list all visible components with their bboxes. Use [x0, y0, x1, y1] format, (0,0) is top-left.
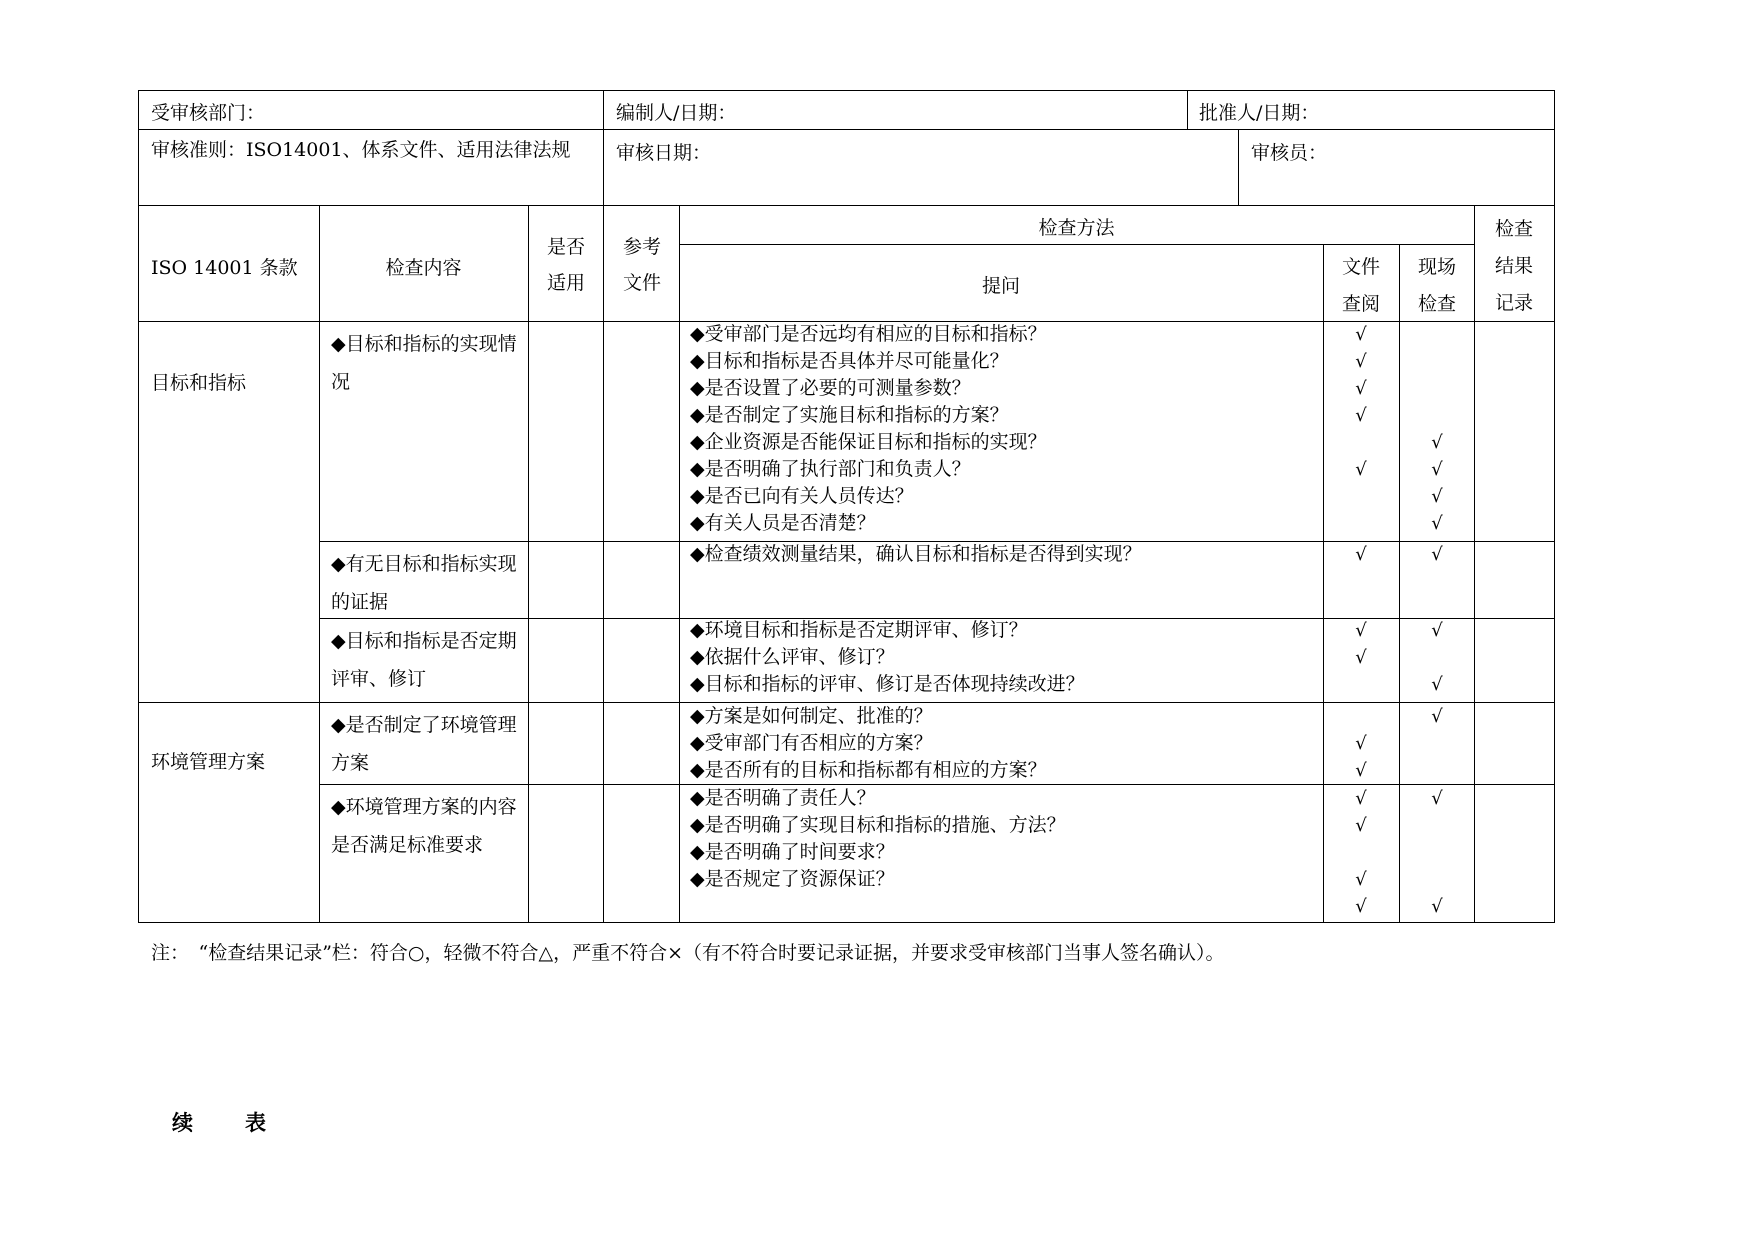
doc-check-mark: √: [1355, 760, 1367, 781]
question-text: ◆是否明确了执行部门和负责人？: [690, 458, 971, 480]
doc-check-mark: √: [1355, 405, 1367, 426]
col-result: 检查结果记录: [1494, 218, 1533, 314]
col-method: 检查方法: [1038, 217, 1115, 239]
content-item: ◆有无目标和指标实现的证据: [331, 553, 517, 613]
doc-check-mark: √: [1355, 896, 1367, 917]
site-check-mark: √: [1431, 620, 1443, 641]
site-check-mark: √: [1431, 706, 1443, 727]
doc-check-mark: √: [1355, 544, 1367, 565]
col-doc-review: 文件查阅: [1341, 256, 1380, 315]
doc-check-mark: √: [1355, 459, 1367, 480]
content-item: ◆环境管理方案的内容是否满足标准要求: [331, 796, 517, 856]
question-text: ◆依据什么评审、修订？: [690, 646, 895, 668]
dept-label: 受审核部门：: [151, 102, 266, 124]
question-text: ◆有关人员是否清楚？: [690, 512, 876, 534]
prepared-by-label: 编制人/日期：: [616, 102, 737, 124]
doc-check-mark: √: [1355, 620, 1367, 641]
doc-check-mark: √: [1355, 733, 1367, 754]
col-question: 提问: [981, 275, 1020, 297]
doc-check-mark: √: [1355, 351, 1367, 372]
site-check-mark: √: [1431, 513, 1443, 534]
doc-check-mark: √: [1355, 788, 1367, 809]
site-check-mark: √: [1431, 432, 1443, 453]
question-text: ◆是否已向有关人员传达？: [690, 485, 914, 507]
approved-by-label: 批准人/日期：: [1199, 102, 1320, 124]
doc-check-mark: √: [1355, 324, 1367, 345]
doc-check-mark: √: [1355, 647, 1367, 668]
legend-note: 注： “检查结果记录”栏：符合○，轻微不符合△，严重不符合×（有不符合时要记录证据，并要求受审核部门当事人签名确认）。: [151, 942, 1225, 964]
question-text: ◆受审部门是否远均有相应的目标和指标？: [690, 323, 1047, 345]
content-item: ◆是否制定了环境管理方案: [331, 714, 517, 774]
site-check-mark: √: [1431, 896, 1443, 917]
site-check-mark: √: [1431, 459, 1443, 480]
question-text: ◆是否制定了实施目标和指标的方案？: [690, 404, 1009, 426]
content-item: ◆目标和指标的实现情况: [331, 333, 517, 393]
question-text: ◆方案是如何制定、批准的？: [690, 705, 933, 727]
question-text: ◆目标和指标是否具体并尽可能量化？: [690, 350, 1009, 372]
continued-heading: 续表: [172, 1111, 318, 1135]
question-text: ◆是否所有的目标和指标都有相应的方案？: [690, 759, 1047, 781]
col-reference: 参考文件: [622, 236, 661, 294]
content-item: ◆目标和指标是否定期评审、修订: [331, 630, 517, 690]
question-text: ◆检查绩效测量结果，确认目标和指标是否得到实现？: [690, 543, 1142, 565]
doc-check-mark: √: [1355, 815, 1367, 836]
doc-check-mark: √: [1355, 378, 1367, 399]
question-text: ◆是否明确了实现目标和指标的措施、方法？: [690, 814, 1066, 836]
question-text: ◆环境目标和指标是否定期评审、修订？: [690, 619, 1028, 641]
col-clause: ISO 14001 条款: [151, 257, 298, 279]
audit-criteria-label: 审核准则：ISO14001、体系文件、适用法律法规: [151, 139, 571, 161]
question-text: ◆是否设置了必要的可测量参数？: [690, 377, 971, 399]
col-content: 检查内容: [385, 257, 462, 279]
clause-objectives: 目标和指标: [151, 372, 247, 394]
question-text: ◆目标和指标的评审、修订是否体现持续改进？: [690, 673, 1085, 695]
question-text: ◆是否明确了责任人？: [690, 787, 876, 809]
audit-date-label: 审核日期：: [616, 142, 712, 164]
question-text: ◆企业资源是否能保证目标和指标的实现？: [690, 431, 1047, 453]
question-text: ◆是否明确了时间要求？: [690, 841, 895, 863]
site-check-mark: √: [1431, 486, 1443, 507]
clause-ems-program: 环境管理方案: [151, 751, 266, 773]
auditor-label: 审核员：: [1251, 142, 1328, 164]
site-check-mark: √: [1431, 788, 1443, 809]
site-check-mark: √: [1431, 674, 1443, 695]
question-text: ◆受审部门有否相应的方案？: [690, 732, 933, 754]
doc-check-mark: √: [1355, 869, 1367, 890]
question-text: ◆是否规定了资源保证？: [690, 868, 895, 890]
col-site-check: 现场检查: [1417, 256, 1456, 315]
col-applicable: 是否适用: [546, 236, 585, 294]
site-check-mark: √: [1431, 544, 1443, 565]
